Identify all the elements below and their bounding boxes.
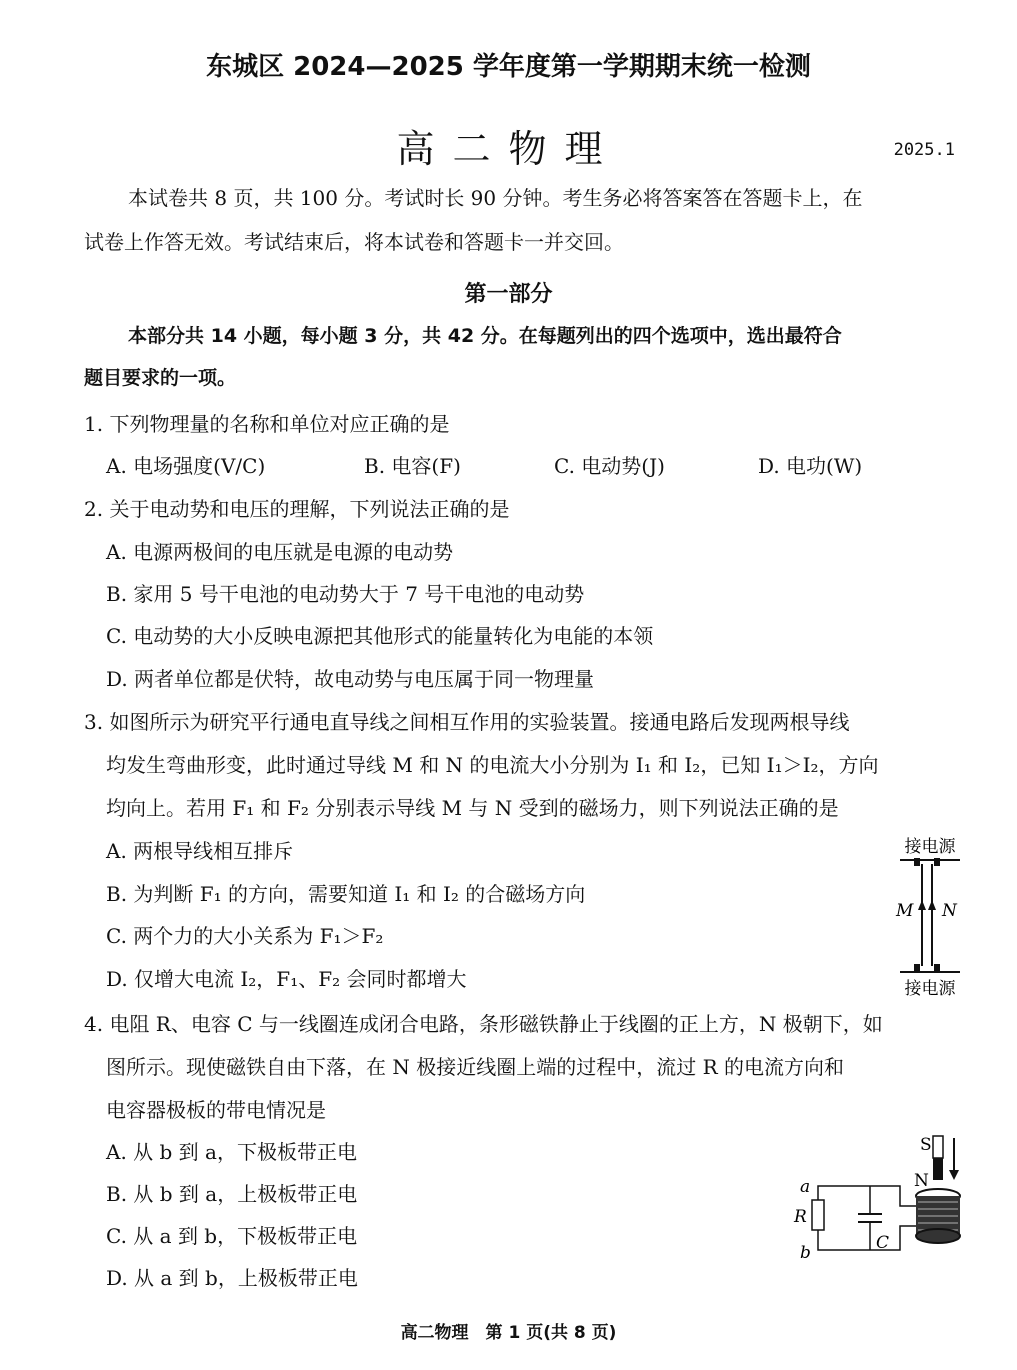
q3-line-3: 均向上。若用 F₁ 和 F₂ 分别表示导线 M 与 N 受到的磁场力，则下列说法正确的是 (106, 796, 839, 820)
q4-option-d: D. 从 a 到 b，上极板带正电 (106, 1266, 358, 1290)
part1-instruction-2: 题目要求的一项。 (84, 367, 237, 389)
q2-option-a: A. 电源两极间的电压就是电源的电动势 (106, 540, 454, 564)
parallel-wires-figure (890, 830, 970, 1002)
q1-option-c: C. 电动势(J) (554, 454, 665, 478)
fig-node-b-label: b (800, 1243, 811, 1263)
fig-power-bottom-label: 接电源 (904, 979, 956, 999)
fig-power-top-label: 接电源 (904, 837, 956, 857)
q4-option-b: B. 从 b 到 a，上极板带正电 (106, 1182, 358, 1206)
q3-option-b: B. 为判断 F₁ 的方向，需要知道 I₁ 和 I₂ 的合磁场方向 (106, 882, 586, 906)
fig-magnet-n-label: N (914, 1171, 929, 1191)
q4-line-3: 电容器极板的带电情况是 (106, 1098, 326, 1122)
q3-line-1: 3. 如图所示为研究平行通电直导线之间相互作用的实验装置。接通电路后发现两根导线 (84, 710, 850, 734)
q2-stem: 2. 关于电动势和电压的理解，下列说法正确的是 (84, 497, 510, 521)
section-heading: 第一部分 (464, 282, 553, 307)
fig-resistor-r-label: R (794, 1207, 807, 1227)
q4-option-c: C. 从 a 到 b，下极板带正电 (106, 1224, 358, 1248)
q4-option-a: A. 从 b 到 a，下极板带正电 (106, 1140, 357, 1164)
fig-capacitor-c-label: C (876, 1233, 890, 1253)
q4-line-1: 4. 电阻 R、电容 C 与一线圈连成闭合电路，条形磁铁静止于线圈的正上方，N 极朝下，如 (84, 1012, 883, 1036)
fig-node-a-label: a (800, 1177, 811, 1197)
fig-magnet-s-label: S (920, 1135, 932, 1155)
intro-line-2: 试卷上作答无效。考试结束后，将本试卷和答题卡一并交回。 (84, 230, 624, 254)
fig-wire-n-label: N (942, 901, 957, 921)
q1-option-a: A. 电场强度(V/C) (106, 454, 266, 478)
q2-option-b: B. 家用 5 号干电池的电动势大于 7 号干电池的电动势 (106, 582, 585, 606)
q1-stem: 1. 下列物理量的名称和单位对应正确的是 (84, 412, 450, 436)
q3-line-2: 均发生弯曲形变，此时通过导线 M 和 N 的电流大小分别为 I₁ 和 I₂，已知 I₁＞I₂，方向 (106, 753, 879, 777)
exam-title: 东城区 2024—2025 学年度第一学期期末统一检测 (206, 52, 811, 82)
q1-option-b: B. 电容(F) (364, 454, 461, 478)
q3-option-a: A. 两根导线相互排斥 (106, 839, 294, 863)
magnet-coil-circuit-figure (788, 1130, 968, 1270)
intro-line-1: 本试卷共 8 页，共 100 分。考试时长 90 分钟。考生务必将答案答在答题卡上，在 (128, 186, 863, 210)
q3-option-d: D. 仅增大电流 I₂，F₁、F₂ 会同时都增大 (106, 967, 467, 991)
fig-wire-m-label: M (896, 901, 914, 921)
q4-line-2: 图所示。现使磁铁自由下落，在 N 极接近线圈上端的过程中，流过 R 的电流方向和 (106, 1055, 844, 1079)
part1-instruction-1: 本部分共 14 小题，每小题 3 分，共 42 分。在每题列出的四个选项中，选出最符合 (128, 325, 842, 347)
exam-date: 2025.1 (893, 140, 955, 160)
q3-option-c: C. 两个力的大小关系为 F₁＞F₂ (106, 924, 384, 948)
q1-option-d: D. 电功(W) (758, 454, 863, 478)
page-footer: 高二物理 第 1 页(共 8 页) (400, 1323, 617, 1343)
q2-option-d: D. 两者单位都是伏特，故电动势与电压属于同一物理量 (106, 667, 595, 691)
q2-option-c: C. 电动势的大小反映电源把其他形式的能量转化为电能的本领 (106, 624, 654, 648)
subject-title: 高二物理 (396, 127, 621, 171)
